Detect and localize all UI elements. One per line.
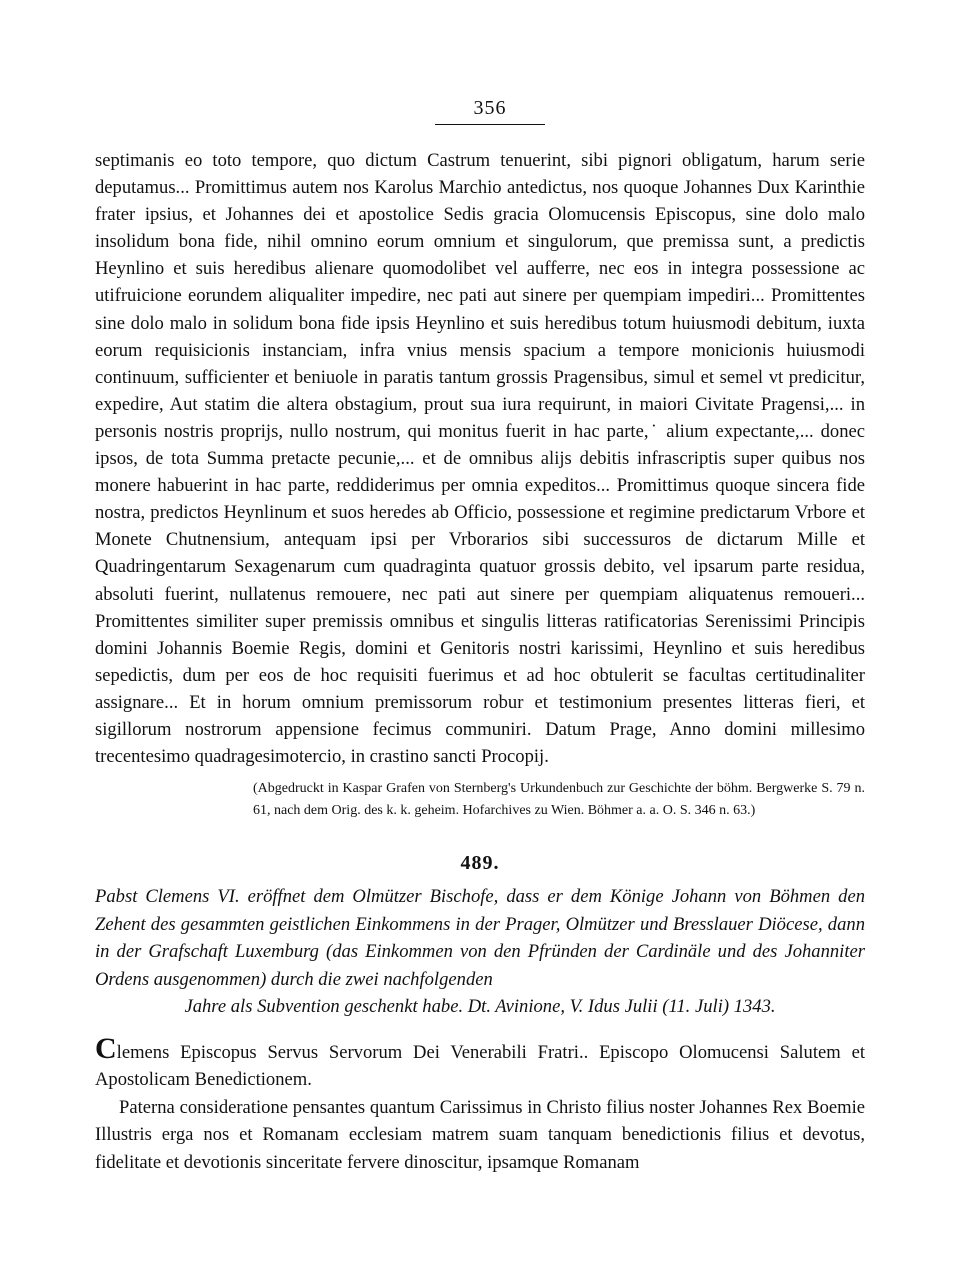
heading-last-line: Jahre als Subvention geschenkt habe. Dt. Avinione, V. Idus Julii (11. Juli) 1343.	[184, 996, 776, 1018]
document-number: 489.	[460, 852, 500, 875]
charter-text	[95, 147, 865, 770]
letter-paragraph: Paterna consideratione pensantes quantum Carissimus in Christo filius noster Johannes Rex Boemie Illustris erga nos et Romanam ecclesiam matrem suam tanquam benedictionis filius et devotus, fidelitate et devotionis sinceritate fervere dinoscitur, ipsamque Romanam	[95, 1096, 865, 1173]
heading-text: Pabst Clemens VI. eröffnet dem Olmützer Bischofe, dass er dem Könige Johann von Böhmen den Zehent des gesammten geistlichen Einkommens in der Prager, Olmützer und Bresslauer Diöcese, dann in der Grafschaft Luxemburg (das Einkommen von den Pfründen der Cardinäle und des Johanniter Ordens ausgenommen) durch die zwei nachfolgenden	[95, 886, 865, 990]
salutation-text: lemens Episcopus Servus Servorum Dei Venerabili Fratri.. Episcopo Olomucensi Salutem et Apostolicam Benedictionem.	[95, 1041, 865, 1091]
source-note: (Abgedruckt in Kaspar Grafen von Sternberg's Urkundenbuch zur Geschichte der böhm. Bergwerke S. 79 n. 61, nach dem Orig. des k. k. geheim. Hofarchives zu Wien. Böhmer a. a. O. S. 346 n. 63.)	[253, 781, 865, 819]
page-number: 356	[435, 96, 545, 125]
initial-letter: C	[95, 1031, 117, 1065]
document-page	[95, 96, 865, 1176]
salutation	[95, 1031, 865, 1094]
document-heading	[95, 883, 865, 1021]
charter-paragraph: septimanis eo toto tempore, quo dictum Castrum tenuerint, sibi pignori obligatum, harum serie deputamus... Promittimus autem nos Karolus Marchio antedictus, nos quoque Johannes Dux Karinthie frater ipsius, et Johannes dei et apostolice Sedis gracia Olomucensis Episcopus, sine dolo malo insolidum bona fide, nihil omnino eorum omnium et singulorum, que premissa sunt, a predictis Heynlino et suis heredibus alienare quomodolibet vel aufferre, nec eos in integra possessione ac utifruicione eorundem aliqualiter impedire, nec pati aut sinere per quempiam impediri... Promittentes sine dolo malo in solidum bona fide ipsis Heynlino et suis heredibus totum huiusmodi debitum, iuxta eorum requisicionis instanciam, infra vnius mensis spacium a tempore monicionis huiusmodi continuum, sufficienter et beniuole in paratis tantum grossis Pragensibus, simul et semel vt predicitur, expedire, Aut statim die altera obstagium, prout sua iura requirunt, in maiori Civitate Pragensi,... in personis nostris proprijs, nullo nostrum, qui monitus fuerit in hac parte,˙ alium expectante,... donec ipsos, de tota Summa pretacte pecunie,... et de omnibus alijs debitis infrascriptis super quibus nos monere habuerint in hac parte, reddiderimus per omnia expeditos... Promittimus quoque sincera fide nostra, predictos Heynlinum et suos heredes ab Officio, possessione et regimine predictarum Vrbore et Monete Chutnensium, antequam ipsi per Vrborarios sibi successuros de dictarum Mille et Quadringentarum Sexagenarum cum quadraginta quatuor grossis debito, vel ipsarum parte residua, absoluti fuerint, nullatenus remouere, nec pati aut sinere per quempiam aliquatenus remoueri... Promittentes similiter super premissis omnibus et singulis litteras ratificatorias Serenissimi Principis domini Johannis Boemie Regis, domini et Genitoris nostri karissimi, Heynlino et suis heredibus sepedictis, dum per eos de hoc requisiti fuerimus et ad hoc obtulerit se facultas certitudinaliter assignare... Et in horum omnium premissorum robur et testimonium presentes litteras fieri, et sigillorum nostrorum appensione fecimus communiri. Datum Prage, Anno domini millesimo trecentesimo quadragesimotercio, in crastino sancti Procopij.	[95, 150, 865, 768]
